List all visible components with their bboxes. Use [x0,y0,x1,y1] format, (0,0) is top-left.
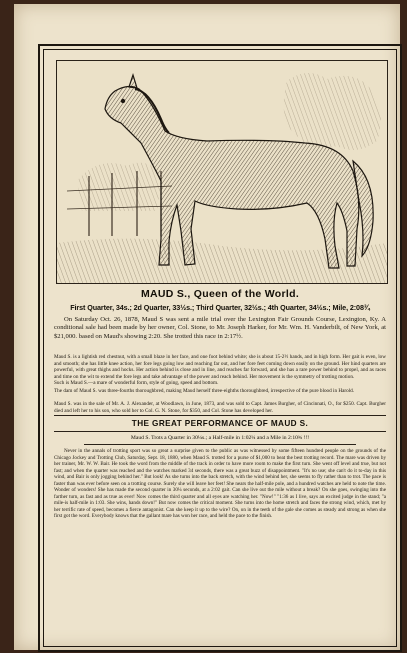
pedigree-paragraph: The dam of Maud S. was three-fourths thoroughbred, making Maud herself three-eighths thoroughbred, irrespective of the pure blood in Harold. [54,388,355,394]
record-line: Maud S. Trots a Quarter in 30¼s.; a Half-mile in 1:02¼ and a Mile in 2:10¾ !!! [130,435,310,441]
quarter-splits: First Quarter, 34s.; 2d Quarter, 33½s.; Third Quarter, 32½s.; 4th Quarter, 34½s.; Mile, 2:08¾ [70,303,370,312]
page [14,4,400,650]
summary-paragraph: Such is Maud S.—a mare of wonderful form, style of going, speed and bottom. [54,380,219,386]
performance-story: Never in the annals of trotting sport was so great a surprise given to the public as was witnessed by some fifteen hundred people on the grounds of the Chicago Jockey and Trotting Club, Saturday, Sept. 18, 1880, when Maud S. trotted for a purse of $1,000 to beat the best trotting record. The mare was driven by her trainer, Mr. W. W. Bair. He took the word from the middle of the track in order to have more room to make the first turn. She went off level and true, but not fast; and when the quarter was reached and the watches marked 34 seconds, there was a great buzz of disappointment. "It's no use; she can't do it to-day in this wind, and Bair is only jogging behind her." But look! As she turns into the back stretch, with the wind behind her, she seems to fly rather than to trot. The pace is faster than was ever before seen on a trotting course. Surely she will leave her feet! She nears the half-mile pole, and a hundred watches are held to note the time. Wonder of wonders! She has made the second quarter in 30¼ seconds, at a 2:02 gait. Can she live out the mile without a break? On she goes, swinging into the farther turn, as fast and as true as ever! Now comes the third quarter and all eyes are watching her. "Now!" "1:36 as I live, says an excited judge in the stand; "a mile-is half-mile in 1:03. She wins, hands down!" But now comes the critical moment. She turns into the home stretch and faces the strong wind, which, met by her terrific rate of speed, becomes a fierce antagonist. Can she keep it up to the wire? On, on in the teeth of the gale she comes as steady and strong as when she first got the word. Everybody knows that the gallant mare has won her race, and held the pace to the finish. [54,448,386,520]
page-title: MAUD S., Queen of the World. [140,288,300,300]
horse-engraving [57,61,387,283]
description-paragraph: Maud S. is a lightish red chestnut, with a small blaze in her face, and one foot behind white; she is about 15-2½ hands, and in high form. Her gait is even, low and smooth; she has little knee action, her fore legs going low and reaching far out, and her fore feet coming down easily on the ground. Her hind quarters are powerful, with great thighs and hocks. Her action behind is close and in line, and reaches far forward, and she has a rare power behind to propel, and as races and time on the wit to extend the fore legs and take advantage of the power and reach behind. Her movement is the symmetry of trotting motion. [54,354,386,380]
divider [54,431,386,432]
divider [84,444,356,445]
section-heading: THE GREAT PERFORMANCE OF MAUD S. [131,419,309,428]
horse-illustration [56,60,388,284]
divider [54,415,386,416]
border-frame [38,44,402,652]
ownership-paragraph: Maud S. was in the sale of Mr. A. J. Alexander, at Woodlawn, in June, 1873, and was sold to Capt. James Burgher, of Cincinnati, O., for $250. Capt. Burgher died and left her to his son, who sold her to Col. G. N. Stone, for $350, and Col. Stone has developed her. [54,401,386,414]
inner-border [43,49,397,647]
intro-paragraph: On Saturday Oct. 26, 1878, Maud S was sent a mile trial over the Lexington Fair Grounds Course, Lexington, Ky. A conditional sale had been made by her owner, Col. Stone, to Mr. Joseph Harker, for Mr. Wm. H. Vanderbilt, of New York, at $21,000. based on Maud's showing 2:20. She trotted this race in 2:17½. [54,316,386,340]
